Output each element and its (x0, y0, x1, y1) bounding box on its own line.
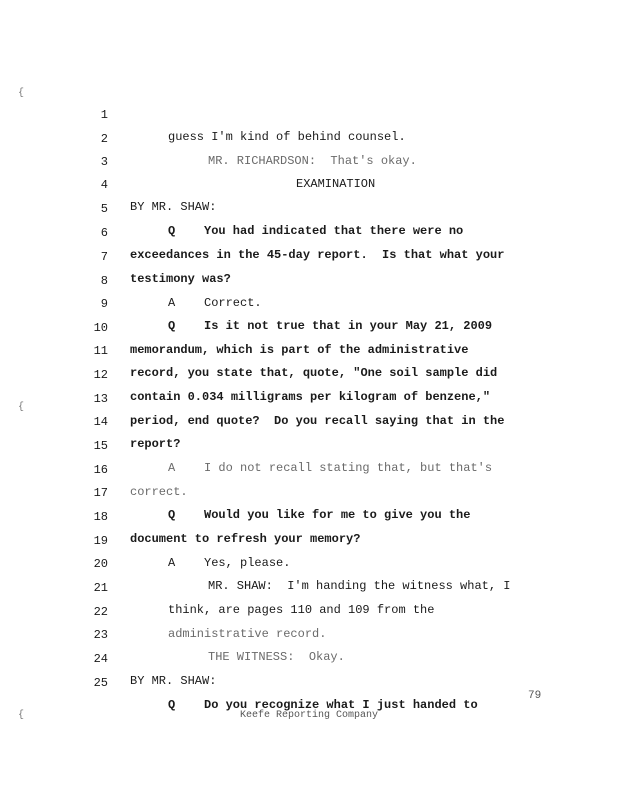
line-number: 25 (93, 676, 108, 690)
line-text: Q Would you like for me to give you the (168, 508, 471, 522)
line-text: MR. SHAW: I'm handing the witness what, I (208, 579, 511, 593)
line-text: THE WITNESS: Okay. (208, 650, 345, 664)
line-text: think, are pages 110 and 109 from the (168, 603, 435, 617)
line-number: 8 (100, 274, 108, 288)
line-text: MR. RICHARDSON: That's okay. (208, 154, 417, 168)
line-text: A I do not recall stating that, but that's (168, 461, 493, 475)
line-number: 3 (100, 155, 108, 169)
line-text: document to refresh your memory? (130, 532, 361, 546)
line-text: BY MR. SHAW: (130, 200, 217, 214)
line-text: memorandum, which is part of the administrative (130, 343, 469, 357)
line-text: period, end quote? Do you recall saying that in the (130, 414, 505, 428)
line-number: 2 (100, 132, 108, 146)
line-text: Q Do you recognize what I just handed to (168, 698, 478, 712)
line-number: 18 (93, 510, 108, 524)
margin-mark: { (18, 710, 25, 721)
line-number: 14 (93, 415, 108, 429)
line-text: guess I'm kind of behind counsel. (168, 130, 406, 144)
line-number: 23 (93, 628, 108, 642)
line-text: A Yes, please. (168, 556, 291, 570)
line-number: 21 (93, 581, 108, 595)
page-number: 79 (528, 690, 542, 702)
line-text: correct. (130, 485, 188, 499)
line-number: 15 (93, 439, 108, 453)
line-text: Q Is it not true that in your May 21, 2009 (168, 319, 493, 333)
line-number: 22 (93, 605, 108, 619)
line-text: administrative record. (168, 627, 327, 641)
margin-mark: { (18, 88, 25, 99)
line-number: 10 (93, 321, 108, 335)
line-text: contain 0.034 milligrams per kilogram of benzene," (130, 390, 491, 404)
line-number: 19 (93, 534, 108, 548)
line-text: record, you state that, quote, "One soil sample did (130, 366, 498, 380)
line-number: 7 (100, 250, 108, 264)
line-text: A Correct. (168, 296, 262, 310)
line-number: 24 (93, 652, 108, 666)
line-text: BY MR. SHAW: (130, 674, 217, 688)
line-text: Q You had indicated that there were no (168, 224, 464, 238)
line-text: testimony was? (130, 272, 231, 286)
line-number: 9 (100, 297, 108, 311)
line-number: 13 (93, 392, 108, 406)
line-number: 11 (93, 344, 108, 358)
line-number: 6 (100, 226, 108, 240)
line-number: 1 (100, 108, 108, 122)
line-number: 17 (93, 486, 108, 500)
footer-reporter-name: Keefe Reporting Company (239, 710, 379, 721)
margin-mark: { (18, 402, 25, 413)
line-text: EXAMINATION (296, 177, 376, 191)
line-number: 16 (93, 463, 108, 477)
line-number: 12 (93, 368, 108, 382)
transcript-line (0, 82, 618, 144)
line-number: 20 (93, 557, 108, 571)
line-text: report? (130, 437, 181, 451)
line-text: exceedances in the 45-day report. Is that what your (130, 248, 505, 262)
line-number: 4 (100, 178, 108, 192)
line-number: 5 (100, 202, 108, 216)
